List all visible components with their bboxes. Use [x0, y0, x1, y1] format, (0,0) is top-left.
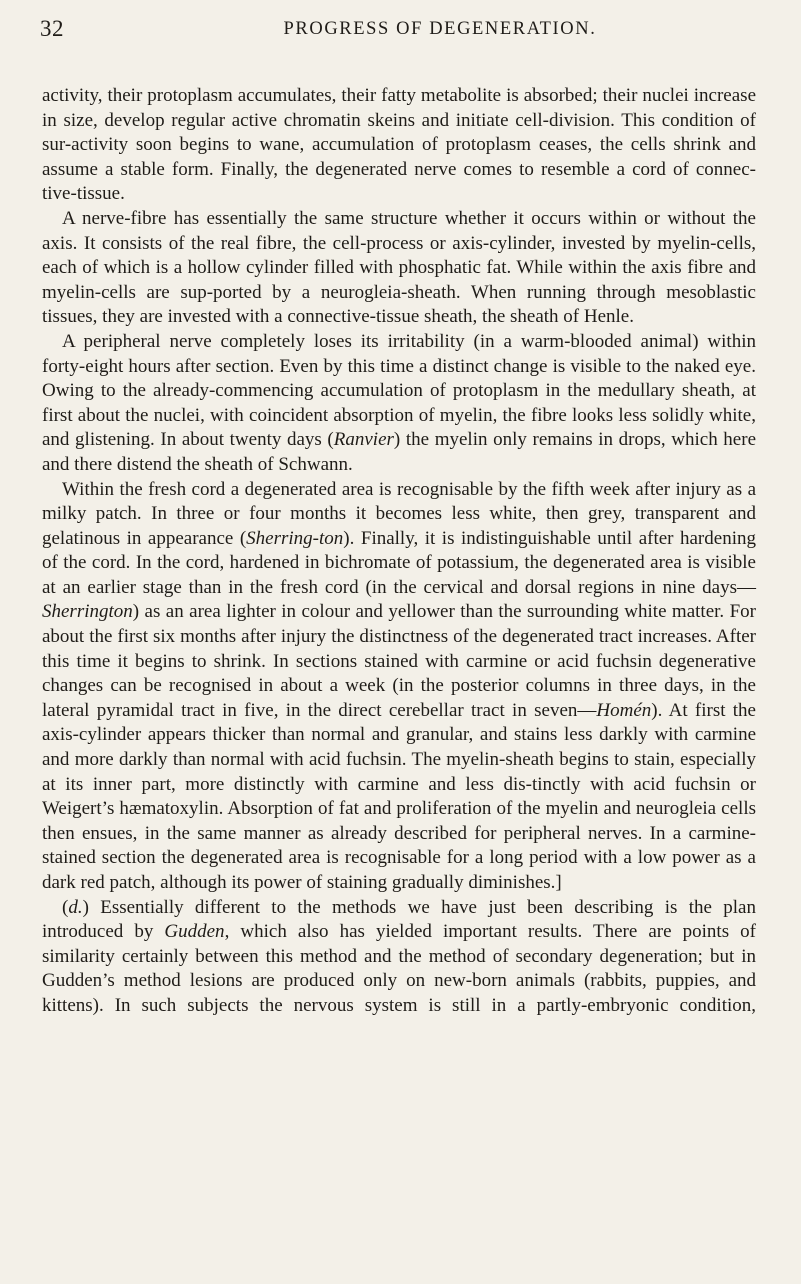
text-run: ). At first the axis-cylinder appears thicker than normal and granular, and stains less darkly with carmine and more darkly than normal with acid fuchsin. The myelin-sheath begins to stain, especially at its inner part, more distinctly with carmine and less dis-tinctly with acid fuchsin or Weigert’s hæmatoxylin. Absorption of fat and proliferation of the myelin and neurogleia cells then ensues, in the same manner as already described for peripheral nerves. In a carmine-stained section the degenerated area is recognisable for a long period with a low power as a dark red patch, although its power of staining gradually diminishes.] — [42, 699, 756, 893]
paragraph — [42, 478, 756, 896]
text-run: Within the fresh cord a degenerated area is recognisable by the fifth week after injury as a milky patch. In three or four months it becomes less white, then grey, transparent and gelatinous in appearance ( — [42, 478, 756, 549]
italic-run: Sherrington — [42, 601, 133, 623]
italic-run: Gudden — [164, 921, 225, 943]
text-run: ) as an area lighter in colour and yellower than the surrounding white matter. For about the first six months after injury the distinctness of the degenerated tract increases. After this time it begins to shrink. In sections stained with carmine or acid fuchsin degenerative changes can be recognised in about a week (in the posterior columns in three days, in the lateral pyramidal tract in five, in the direct cerebellar tract in seven— — [42, 601, 756, 721]
running-head — [40, 16, 780, 48]
text-run: ) Essentially different to the methods we have just been describing is the plan introduced by — [42, 896, 756, 943]
text-run: ( — [62, 896, 69, 918]
italic-run: d. — [68, 896, 83, 918]
italic-run: Ranvier — [333, 429, 394, 451]
paragraph — [42, 207, 756, 330]
paragraph — [42, 84, 756, 207]
text-run: , which also has yielded important results. There are points of similarity certainly between this method and the method of secondary degeneration; but in Gudden’s method lesions are produced only on new-born animals (rabbits, puppies, and kittens). In such subjects the nervous system is still in a partly-embryonic condition, — [42, 921, 756, 1016]
body-text — [42, 84, 756, 1019]
page-number: 32 — [40, 16, 64, 41]
running-title: PROGRESS OF DEGENERATION. — [283, 19, 597, 39]
text-run: A peripheral nerve completely loses its irritability (in a warm-blooded animal) within forty-eight hours after section. Even by this time a distinct change is visible to the naked eye. Owing to the already-commencing accumulation of protoplasm in the medullary sheath, at first about the nuclei, with coincident absorption of myelin, the fibre looks less solidly white, and glistening. In about twenty days ( — [42, 330, 756, 451]
italic-run: Homén — [596, 699, 652, 721]
text-run: A nerve-fibre has essentially the same structure whether it occurs within or without the axis. It consists of the real fibre, the cell-process or axis-cylinder, invested by myelin-cells, each of which is a hollow cylinder filled with phosphatic fat. While within the axis fibre and myelin-cells are sup-ported by a neurogleia-sheath. When running through mesoblastic tissues, they are invested with a connective-tissue sheath, the sheath of Henle. — [42, 207, 756, 328]
text-run: activity, their protoplasm accumulates, their fatty metabolite is absorbed; their nuclei increase in size, develop regular active chromatin skeins and initiate cell-division. This condition of sur-activity soon begins to wane, accumulation of protoplasm ceases, the cells shrink and assume a stable form. Finally, the degenerated nerve comes to resemble a cord of connec-tive-tissue. — [42, 85, 756, 205]
paragraph — [42, 896, 756, 1019]
text-run: ). Finally, it is indistinguishable until after hardening of the cord. In the cord, hardened in bichromate of potassium, the degenerated area is visible at an earlier stage than in the fresh cord (in the cervical and dorsal regions in nine days— — [42, 527, 756, 598]
paragraph — [42, 330, 756, 478]
italic-run: Sherring-ton — [246, 527, 344, 549]
text-run: ) the myelin only remains in drops, which here and there distend the sheath of Schwann. — [42, 429, 757, 475]
